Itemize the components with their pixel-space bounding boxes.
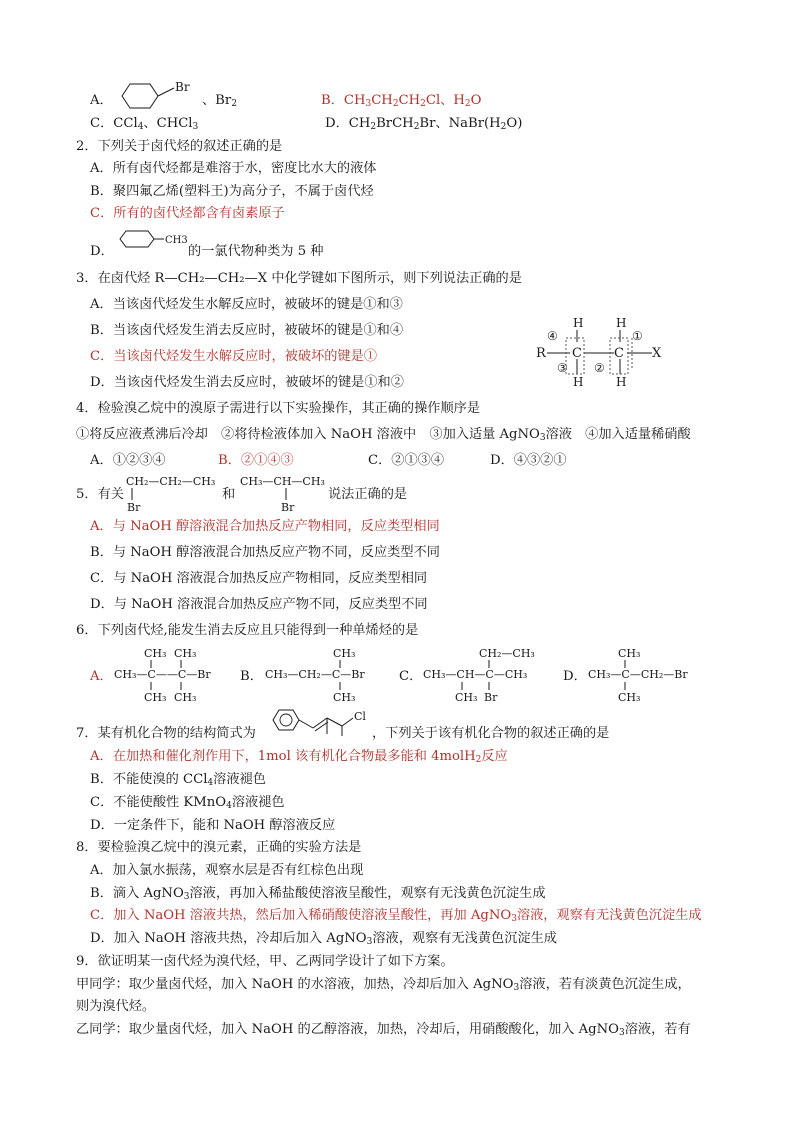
svg-text:Br: Br [484,691,498,704]
svg-text:CH₂—CH₃: CH₂—CH₃ [479,647,535,660]
q3-stem: 3．在卤代烃 R—CH₂—CH₂—X 中化学键如下图所示，则下列说法正确的是 [76,271,522,286]
q3-diagram-r: R [536,346,546,361]
svg-text:CH₃—CH₂—C—Br: CH₃—CH₂—C—Br [265,668,365,681]
q9-stem: 9．欲证明某一卤代烃为溴代烃，甲、乙两同学设计了如下方案。 [76,954,454,969]
q5-option-d: D．与 NaOH 溶液混合加热反应产物不同，反应类型不同 [90,597,428,612]
q1-option-a [90,92,113,110]
q2-option-a: A．所有卤代烃都是难溶于水，密度比水大的液体 [90,161,377,176]
q5-suffix: 说法正确的是 [328,487,408,502]
q7-option-d: D．一定条件下，能和 NaOH 醇溶液反应 [90,818,336,833]
q8-option-c: C．加入 NaOH 溶液共热，然后加入稀硝酸使溶液呈酸性，再加 AgNO$_3$溶液，观察有无浅黄色沉淀生成 [90,908,702,924]
svg-text:CH₃—CH—C—CH₃: CH₃—CH—C—CH₃ [423,668,528,681]
svg-text:CH₃—C—CH₂—Br: CH₃—C—CH₂—Br [588,668,688,681]
q7-option-b: B．不能使溴的 CCl$_4$溶液褪色 [90,772,266,788]
q7-option-c: C．不能使酸性 KMnO$_4$溶液褪色 [90,795,285,811]
q3-bond-3: ③ [557,361,568,375]
q1-option-a-label: A． [90,93,113,108]
svg-text:CH₃: CH₃ [455,691,478,704]
q5-s2-br: Br [281,501,295,514]
q3-option-b: B．当该卤代烃发生消去反应时，被破坏的键是①和④ [90,323,404,338]
q6-option-b-structure [265,646,377,704]
q6-option-b-label: B． [240,669,263,684]
q5-s1-br: Br [127,501,141,514]
q2-option-c: C．所有的卤代烃都含有卤素原子 [90,206,285,221]
q5-option-c: C．与 NaOH 溶液混合加热反应产物相同，反应类型相同 [90,571,428,586]
q6-option-a-label: A． [90,669,113,684]
q7-stem-b: ，下列关于该有机化合物的叙述正确的是 [372,726,610,741]
q2-ch3-label: CH3 [165,235,188,246]
q4-option-d: D．④③②① [490,453,567,468]
svg-text:CH₃: CH₃ [174,647,197,660]
q3-bond-diagram [534,316,670,392]
q6-option-d-label: D． [563,669,587,684]
q4-option-a: A．①②③④ [90,453,166,468]
q8-option-d: D．加入 NaOH 溶液共热，冷却后加入 AgNO$_3$溶液，观察有无浅黄色沉淀生成 [90,931,557,947]
q4-option-c: C．②①③④ [368,453,445,468]
q1-option-a-tail: 、$Br_2$ [202,93,237,109]
q6-option-c-label: C． [399,669,423,684]
q4-steps: ①将反应液煮沸后冷却 ②将待检液体加入 NaOH 溶液中 ③加入适量 AgNO$_3$溶液 ④加入适量稀硝酸 [76,427,691,443]
q7-structure [270,706,374,738]
q3-option-d: D．当该卤代烃发生消去反应时，被破坏的键是①和② [90,375,404,390]
q2-option-d-label: D． [90,244,114,259]
q6-option-a-structure [114,646,222,704]
q7-stem-a: 7．某有机化合物的结构简式为 [76,726,256,741]
q5-prefix: 5．有关 [76,487,124,502]
q3-diagram-h3: H [573,375,584,389]
q2-option-d-tail: 的一氯代物种类为 5 种 [188,244,324,259]
q4-stem: 4．检验溴乙烷中的溴原子需进行以下实验操作，其正确的操作顺序是 [76,401,481,416]
q4-option-b: B．②①④③ [218,453,294,468]
svg-text:CH₃: CH₃ [174,691,197,704]
q3-diagram-c2: C [614,346,624,361]
q1-option-b: B．$CH_3CH_2CH_2Cl$、$H_2O$ [321,93,482,109]
q7-option-a: A．在加热和催化剂作用下，1mol 该有机化合物最多能和 4molH$_2$反应 [90,749,508,765]
q9-yi-line-1: 乙同学：取少量卤代烃，加入 NaOH 的乙醇溶液，加热，冷却后，用硝酸酸化，加入 AgNO$_3$溶液，若有 [76,1022,691,1038]
svg-text:CH₃: CH₃ [144,691,167,704]
q6-option-c-structure [423,646,541,704]
q2-option-b: B．聚四氟乙烯(塑料王)为高分子，不属于卤代烃 [90,184,374,199]
q3-diagram-h2: H [616,316,627,330]
q5-structure-2 [238,474,334,516]
q3-diagram-h4: H [616,375,627,389]
q5-option-a: A．与 NaOH 醇溶液混合加热反应产物相同，反应类型相同 [90,519,440,534]
svg-text:CH₃: CH₃ [144,647,167,660]
q3-option-c: C．当该卤代烃发生水解反应时，被破坏的键是① [90,349,378,364]
q3-bond-1: ① [632,329,643,343]
q7-cl-label: Cl [354,710,366,723]
svg-text:CH₃: CH₃ [618,647,641,660]
q9-jia-line-1: 甲同学：取少量卤代烃，加入 NaOH 的水溶液，加热，冷却后加入 AgNO$_3$溶液，若有淡黄色沉淀生成， [76,977,691,993]
q5-structure-1 [124,474,224,516]
q3-diagram-c1: C [572,346,582,361]
q1-br-label: Br [175,80,190,94]
q5-and: 和 [222,487,236,502]
q3-diagram-h1: H [573,316,584,330]
q3-bond-4: ④ [547,329,558,343]
q1-option-d: D．$CH_2BrCH_2Br$、$NaBr(H_2O)$ [325,116,523,132]
svg-text:CH₃: CH₃ [333,647,356,660]
q9-jia-line-2: 则为溴代烃。 [76,999,156,1014]
q3-bond-2: ② [594,361,605,375]
q2-toluene-structure [116,229,192,253]
q5-s1-chain: CH₂—CH₂—CH₃ [126,475,216,488]
q5-s2-chain: CH₃—CH—CH₃ [240,475,325,488]
q6-stem: 6．下列卤代烃,能发生消去反应且只能得到一种单烯烃的是 [76,623,419,638]
q6-option-d-structure [588,646,698,704]
q8-option-b: B．滴入 AgNO$_3$溶液，再加入稀盐酸使溶液呈酸性，观察有无浅黄色沉淀生成 [90,886,546,902]
svg-text:CH₃: CH₃ [618,691,641,704]
svg-text:CH₃: CH₃ [333,691,356,704]
q8-stem: 8．要检验溴乙烷中的溴元素，正确的实验方法是 [76,840,362,855]
q3-option-a: A．当该卤代烃发生水解反应时，被破坏的键是①和③ [90,297,403,312]
q5-option-b: B．与 NaOH 醇溶液混合加热反应产物不同，反应类型不同 [90,545,440,560]
q2-stem: 2．下列关于卤代烃的叙述正确的是 [76,139,283,154]
q1-bromobenzene-structure [114,80,204,114]
q3-diagram-x: X [652,346,662,361]
q1-option-c: C．CCl$_4$、CHCl$_3$ [90,116,199,132]
svg-text:CH₃—C——C—Br: CH₃—C——C—Br [114,668,211,681]
q8-option-a: A．加入氯水振荡，观察水层是否有红棕色出现 [90,863,364,878]
